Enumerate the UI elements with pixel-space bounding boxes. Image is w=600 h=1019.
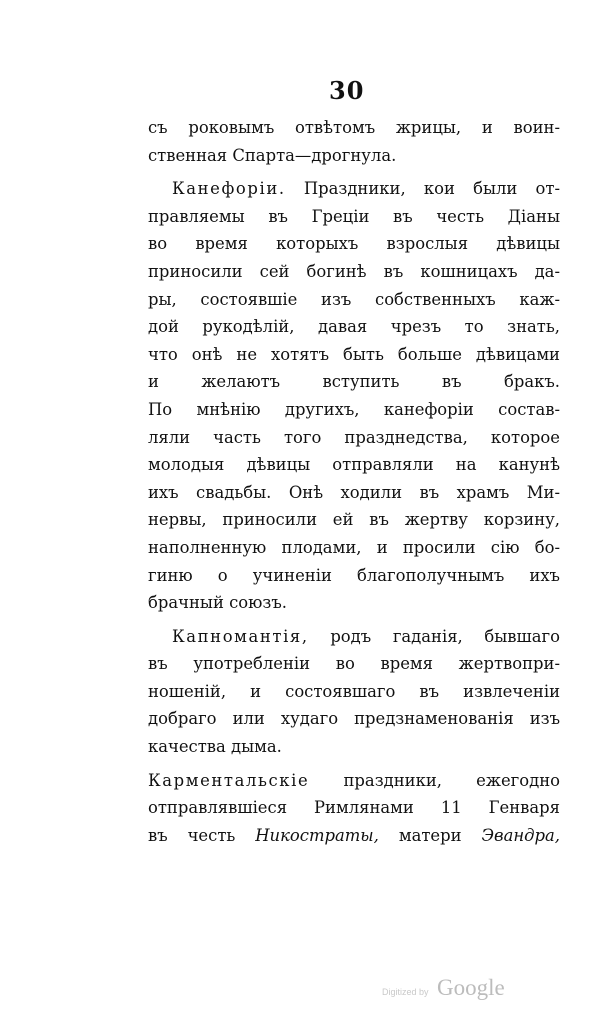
- text-fragment: мaтери: [398, 825, 462, 845]
- entry-text: праздники, ежегодно: [343, 770, 560, 790]
- text-line: во время которыхъ взрослыя дѣвицы: [148, 234, 560, 254]
- text-line: приносили сей богинѣ въ кошницахъ да-: [148, 261, 560, 281]
- text-line: качества дыма.: [148, 737, 282, 757]
- text-line: отправлявшіеся Римлянами 11 Генваря: [148, 798, 560, 818]
- entry-line: [148, 623, 560, 651]
- entry-text: Праздники, кои были от-: [303, 179, 560, 199]
- text-line: брачный союзъ.: [148, 593, 287, 613]
- text-line: наполненную плодами, и просили сію бо-: [148, 537, 560, 557]
- entry-line: [148, 767, 560, 795]
- entry-term: Канефоріи.: [172, 179, 286, 199]
- text-line: ственная Спарта—дрогнула.: [148, 145, 397, 165]
- text-line: ры, состоявшіе изъ собственныхъ каж-: [148, 289, 560, 309]
- text-line: въ употребленіи во время жертвопри-: [148, 654, 560, 674]
- text-line: По мнѣнію другихъ, канефоріи состав-: [148, 399, 560, 419]
- watermark-prefix: Digitized by: [382, 987, 429, 997]
- text-line: ихъ свадьбы. Онѣ ходили въ храмъ Ми-: [148, 482, 560, 502]
- text-line: съ роковымъ отвѣтомъ жрицы, и воин-: [148, 118, 560, 137]
- text-line: добраго или худаго предзнаменованія изъ: [148, 709, 560, 729]
- entry-term: Капномантія,: [172, 626, 309, 646]
- text-fragment: въ честь: [148, 825, 236, 845]
- proper-name: Никостраты,: [255, 825, 379, 845]
- text-line: дой рукодѣлій, давая чрезъ то знать,: [148, 317, 560, 337]
- proper-name: Эвандра,: [481, 825, 561, 845]
- entry-line: [148, 175, 560, 203]
- entry-text: родъ гаданія, бывшаго: [330, 626, 560, 646]
- text-line: что онѣ не хотятъ быть больше дѣвицами: [148, 344, 560, 364]
- digitized-by-google-watermark: [382, 975, 505, 1001]
- page-body-text: [148, 114, 560, 849]
- text-line: нервы, приносили ей въ жертву корзину,: [148, 510, 560, 530]
- text-line: [148, 822, 560, 850]
- text-line: правляемы въ Греціи въ честь Діаны: [148, 206, 560, 226]
- page-number: 30: [329, 76, 365, 105]
- text-line: ляли часть того празднедства, которое: [148, 427, 560, 447]
- text-line: молодыя дѣвицы отправляли на канунѣ: [148, 455, 560, 475]
- google-logo: Google: [436, 975, 505, 1000]
- text-line: ношеній, и состоявшаго въ извлеченіи: [148, 681, 560, 701]
- text-line: гиню о учиненіи благополучнымъ ихъ: [148, 565, 560, 585]
- entry-term: Карментальскіе: [148, 770, 310, 790]
- text-line: и желаютъ вступить въ бракъ.: [148, 372, 560, 392]
